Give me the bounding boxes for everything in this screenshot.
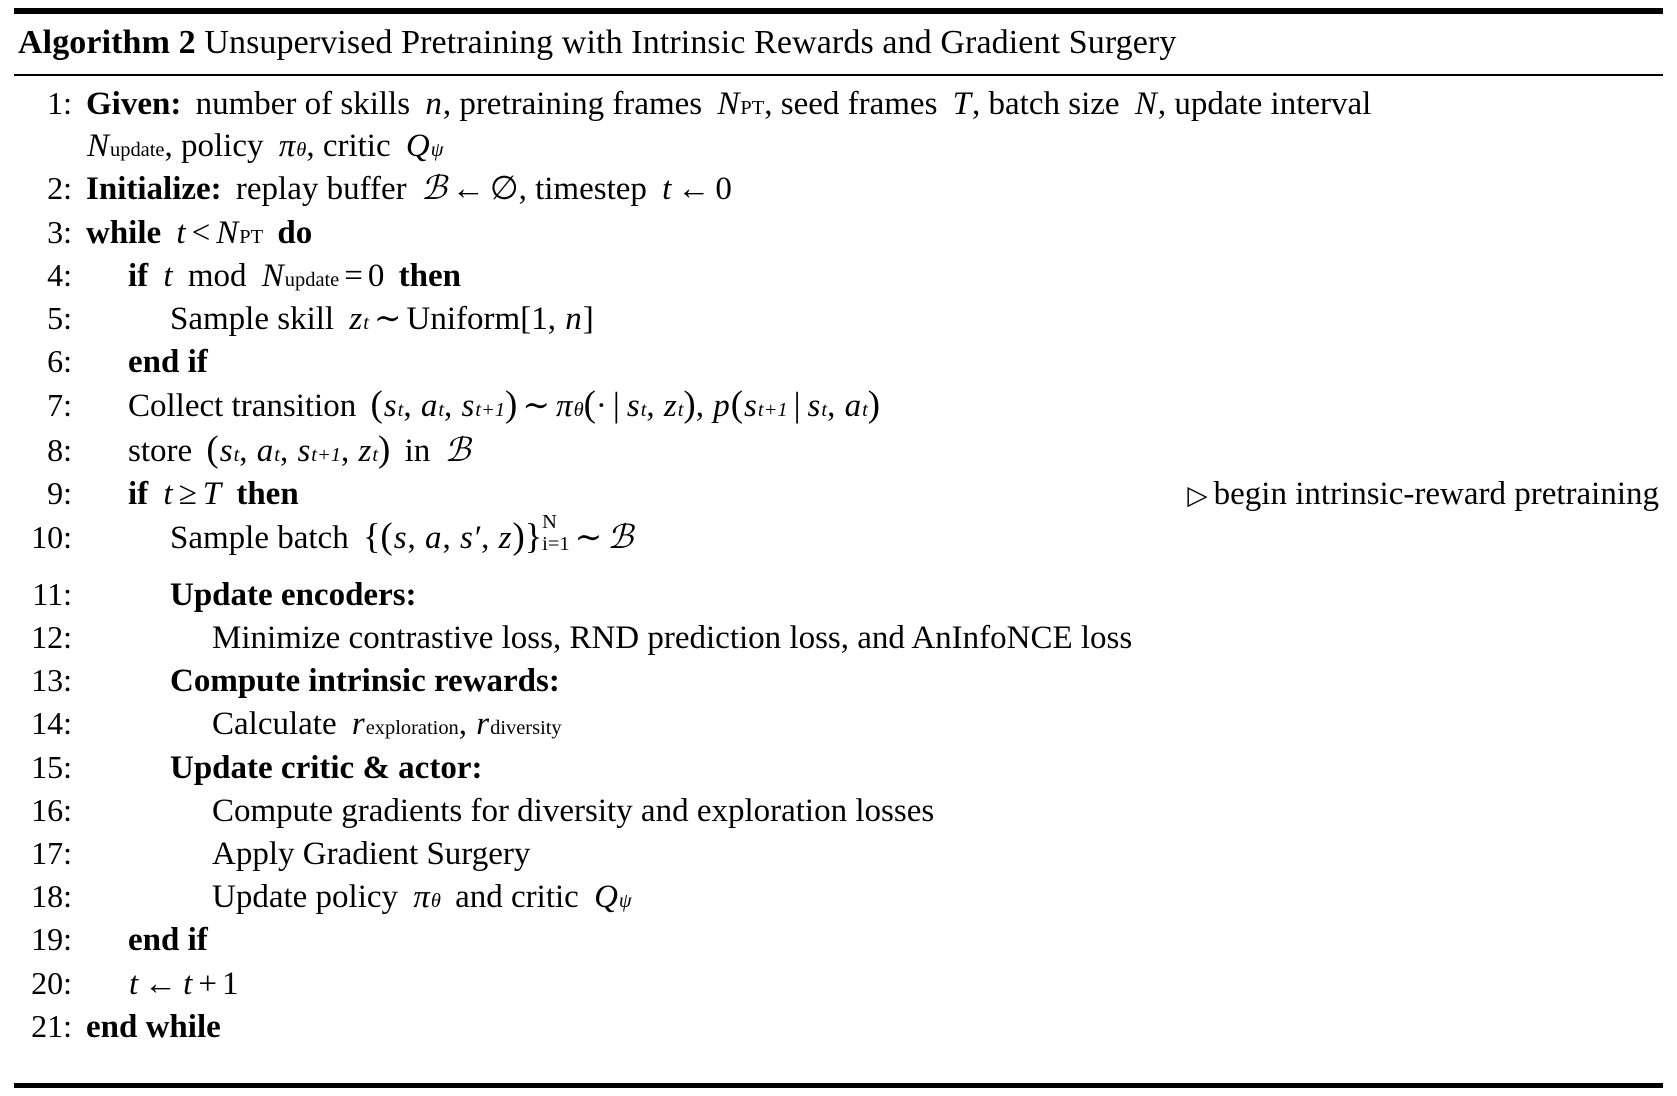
text-and-critic: and critic [455,879,579,916]
algorithm-line [14,211,1663,254]
line-number: 15: [31,748,72,785]
line-content [86,660,1663,702]
var-z: z [349,300,363,337]
line-number: 20: [31,964,72,1001]
algorithm-line [14,511,1663,573]
algorithm-line [14,789,1663,832]
line-number: 12: [31,619,72,656]
triangle-bullet-icon: ▷ [1187,479,1208,510]
var-pi: π [278,128,296,165]
text-update-policy: Update policy [212,879,399,916]
line-number: 8: [47,431,72,468]
line-content [86,963,1663,1005]
algorithm-line [14,428,1663,472]
var-Q: Q [594,879,618,916]
line-content [86,617,1663,659]
algorithm-line [14,1005,1663,1048]
var-t: t [163,475,173,512]
line-number: 5: [47,299,72,336]
algorithm-body [14,76,1663,1083]
text-replay-buffer: replay buffer [235,171,407,208]
line-number: 18: [31,878,72,915]
line-content [86,167,1663,210]
line-number: 9: [47,474,72,511]
line-content: Update policy π θ and critic Q ψ [86,876,1663,918]
line-number: 7: [47,387,72,424]
line-number: 4: [47,256,72,293]
heading-update-encoders: Update encoders: [170,576,417,613]
var-pi: π [556,388,573,425]
keyword-end-while: end while [86,1008,221,1045]
var-a: a [256,432,274,469]
line-number: 1: [47,84,72,121]
keyword-then: then [398,257,461,294]
algorithm-line [14,383,1663,427]
text-apply-gradient-surgery: Apply Gradient Surgery [212,836,531,873]
text-timestep: , timestep [518,171,647,208]
algorithm-line [14,573,1663,616]
var-t: t [662,171,672,208]
keyword-end-if: end if [128,922,208,959]
text-update-interval: , update interval [1157,85,1372,122]
text-critic: , critic [306,128,391,165]
algorithm-title: Unsupervised Pretraining with Intrinsic Rewards and Gradient Surgery [204,24,1177,61]
var-s: s [461,388,475,425]
var-p: p [713,388,730,425]
var-pi: π [413,879,430,916]
line-number: 11: [32,575,72,612]
algorithm-line [14,832,1663,875]
line-content [86,473,1663,515]
line-number: 14: [31,705,72,742]
var-t: t [129,965,139,1002]
var-t: t [183,965,193,1002]
algorithm-line [14,297,1663,340]
operator-mod: mod [187,257,247,294]
line-number: 19: [31,921,72,958]
var-s-prime: s′ [460,519,481,556]
keyword-initialize: Initialize: [86,171,222,208]
text-batch-size: , batch size [972,85,1120,122]
sup-N: N [542,511,557,534]
line-content [86,341,1663,383]
text-calculate: Calculate [212,706,337,743]
var-N-update: N [261,257,284,294]
arrow-assign: ← [677,171,711,208]
var-z: z [358,432,372,469]
var-s: s [626,388,640,425]
algorithm-line [14,746,1663,789]
keyword-do: do [277,214,313,251]
text-policy: , policy [164,128,264,165]
dot-arg: · [595,388,607,425]
line-comment [1187,473,1659,516]
var-buffer-B: ℬ [420,168,447,208]
algorithm-line [14,616,1663,659]
var-N-PT: N [216,214,239,251]
algorithm-line [14,918,1663,961]
algorithm-line [14,702,1663,745]
line-number: 16: [31,791,72,828]
algorithm-line-continuation [14,125,1663,167]
line-number: 2: [47,170,72,207]
keyword-then: then [236,475,299,512]
var-T: T [202,475,222,512]
line-content [86,574,1663,616]
line-content: while t < N PT do [86,212,1663,254]
value-zero: 0 [715,171,732,208]
var-r: r [351,706,365,743]
var-t: t [163,257,173,294]
func-uniform: Uniform [406,300,521,337]
comment-text: begin intrinsic-reward pretraining [1213,475,1659,512]
line-content: store ( s t , a t , s t+1 , z t ) in ℬ [86,428,1663,472]
var-r: r [476,706,490,743]
text-sample-skill: Sample skill [170,300,335,337]
algorithm-line [14,254,1663,297]
var-N: N [1134,85,1157,122]
text-compute-gradients: Compute gradients for diversity and exploration losses [212,792,935,829]
line-content [86,833,1663,875]
line-content: Sample skill z t ∼ Uniform [ 1 , n ] [86,298,1663,340]
line-number: 3: [47,213,72,250]
keyword-if: if [128,475,149,512]
value-zero: 0 [367,257,385,294]
var-s: s [297,432,311,469]
var-a: a [844,388,862,425]
var-T: T [952,85,972,122]
text-sample-batch: Sample batch [170,519,349,556]
line-content [86,790,1663,832]
var-n: n [425,85,442,122]
text-collect-transition: Collect transition [128,388,357,425]
var-N-update: N [87,128,110,165]
sub-i-equals-1: i=1 [542,532,570,555]
line-content [86,1006,1663,1048]
var-z: z [663,388,677,425]
text-store: store [128,432,193,469]
var-Q: Q [405,128,430,165]
operator-sim: ∼ [522,388,551,425]
algorithm-line [14,340,1663,383]
heading-compute-intrinsic-rewards: Compute intrinsic rewards: [170,663,560,700]
var-buffer-B: ℬ [444,429,471,469]
text-seed-frames: , seed frames [764,85,938,122]
var-s: s [744,388,757,425]
line-content: Calculate r exploration , r diversity [86,703,1663,745]
keyword-if: if [128,257,149,294]
operator-equals: = [344,257,363,294]
text-number-of-skills: number of skills [195,85,411,122]
empty-set: ∅ [489,171,519,208]
bottom-rule [14,1083,1663,1088]
algorithm-line [14,962,1663,1005]
var-s: s [393,519,407,556]
line-number: 10: [31,518,72,555]
line-content: N update , policy π θ , critic Q ψ [86,125,1663,167]
var-n: n [565,300,582,337]
var-s: s [383,388,397,425]
keyword-while: while [86,214,162,251]
text-minimize-losses: Minimize contrastive loss, RND prediction loss, and AnInfoNCE loss [212,620,1133,657]
line-number: 21: [31,1007,72,1044]
var-N-PT: N [717,85,740,122]
algorithm-line [14,875,1663,918]
line-content [86,747,1663,789]
var-buffer-B: ℬ [607,516,634,556]
line-content: if t mod N update = 0 then [86,255,1663,297]
var-a: a [420,388,438,425]
operator-plus: + [198,965,217,1002]
var-z: z [498,519,512,556]
line-content: Given: number of skills n , pretraining frames N PT , seed frames T , batch size N , update interval [86,83,1663,125]
operator-sim: ∼ [574,519,603,556]
keyword-end-if: end if [128,344,208,381]
value-one: 1 [531,300,548,337]
line-content: Sample batch { ( s , a , s′ , z ) } N i=1 ∼ ℬ [86,515,1663,573]
line-content: Collect transition ( s t , a t , s t+1 ) ∼ π θ ( · | s t , z t ) , p ( s t+1 | s t , a t ) [86,383,1663,427]
operator-sim: ∼ [373,300,402,337]
algorithm-line [14,659,1663,702]
algorithm-line [14,167,1663,210]
var-s: s [219,432,233,469]
line-number: 6: [47,343,72,380]
keyword-given: Given: [86,85,182,122]
operator-greater-equal: ≥ [178,475,197,512]
arrow-assign: ← [451,171,485,208]
var-a: a [425,519,442,556]
heading-update-critic-actor: Update critic & actor: [170,749,483,786]
line-number: 17: [31,835,72,872]
var-s: s [807,388,821,425]
algorithm-line [14,82,1663,125]
arrow-assign: ← [144,965,178,1002]
algorithm-line [14,472,1663,515]
algorithm-label: Algorithm 2 [18,24,196,61]
var-t: t [176,214,186,251]
value-one: 1 [221,965,239,1002]
text-pretraining-frames: , pretraining frames [442,85,703,122]
operator-less-than: < [191,214,211,251]
text-in: in [404,432,431,469]
algorithm-caption [14,14,1663,74]
line-number: 13: [31,662,72,699]
line-content [86,919,1663,961]
